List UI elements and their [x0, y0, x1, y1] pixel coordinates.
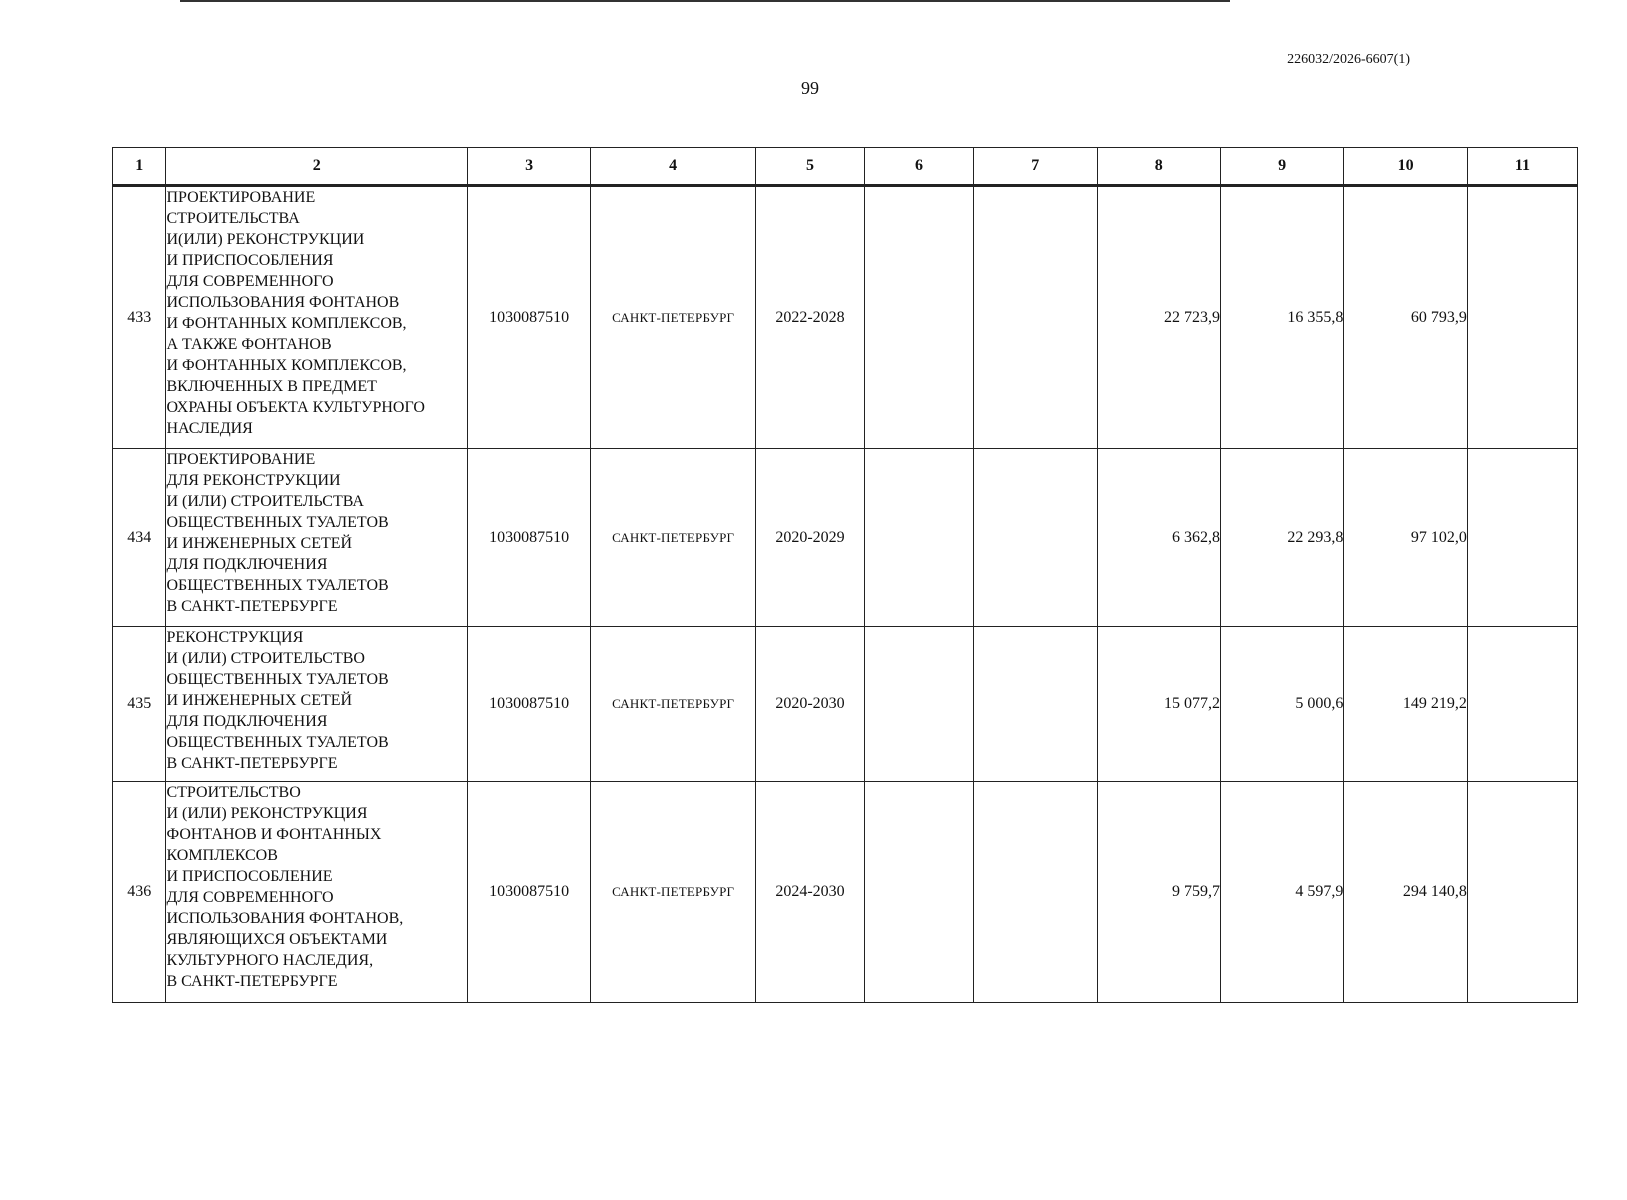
- column-11-cell: [1467, 186, 1577, 449]
- column-8-value: 22 723,9: [1097, 186, 1220, 449]
- period-cell: 2024-2030: [755, 782, 864, 1003]
- column-header-1: 1: [113, 148, 166, 186]
- column-6-cell: [865, 627, 974, 782]
- table-row: [113, 782, 1578, 1003]
- project-name: ПРОЕКТИРОВАНИЕ ДЛЯ РЕКОНСТРУКЦИИ И (ИЛИ) СТРОИТЕЛЬСТВА ОБЩЕСТВЕННЫХ ТУАЛЕТОВ И ИНЖЕНЕРНЫХ СЕТЕЙ ДЛЯ ПОДКЛЮЧЕНИЯ ОБЩЕСТВЕННЫХ ТУАЛЕТОВ В САНКТ-ПЕТЕРБУРГЕ: [166, 449, 467, 627]
- row-number: 435: [113, 627, 166, 782]
- column-7-cell: [974, 449, 1097, 627]
- column-7-cell: [974, 186, 1097, 449]
- column-10-value: 97 102,0: [1344, 449, 1467, 627]
- column-header-3: 3: [467, 148, 590, 186]
- code-cell: 1030087510: [467, 782, 590, 1003]
- row-number: 436: [113, 782, 166, 1003]
- column-9-value: 16 355,8: [1220, 186, 1343, 449]
- code-cell: 1030087510: [467, 449, 590, 627]
- page-number: 99: [801, 78, 819, 98]
- column-8-value: 6 362,8: [1097, 449, 1220, 627]
- column-header-6: 6: [865, 148, 974, 186]
- column-header-5: 5: [755, 148, 864, 186]
- registry-table: [112, 147, 1578, 1003]
- column-9-value: 22 293,8: [1220, 449, 1343, 627]
- column-11-cell: [1467, 782, 1577, 1003]
- column-header-10: 10: [1344, 148, 1467, 186]
- location-cell: САНКТ-ПЕТЕРБУРГ: [591, 782, 756, 1003]
- column-6-cell: [865, 449, 974, 627]
- column-7-cell: [974, 782, 1097, 1003]
- column-7-cell: [974, 627, 1097, 782]
- table-row: [113, 449, 1578, 627]
- table-header-row: [113, 148, 1578, 186]
- location-cell: САНКТ-ПЕТЕРБУРГ: [591, 627, 756, 782]
- code-cell: 1030087510: [467, 627, 590, 782]
- column-header-11: 11: [1467, 148, 1577, 186]
- column-6-cell: [865, 186, 974, 449]
- project-name: РЕКОНСТРУКЦИЯ И (ИЛИ) СТРОИТЕЛЬСТВО ОБЩЕСТВЕННЫХ ТУАЛЕТОВ И ИНЖЕНЕРНЫХ СЕТЕЙ ДЛЯ ПОДКЛЮЧЕНИЯ ОБЩЕСТВЕННЫХ ТУАЛЕТОВ В САНКТ-ПЕТЕРБУРГЕ: [166, 627, 467, 782]
- column-8-value: 15 077,2: [1097, 627, 1220, 782]
- column-8-value: 9 759,7: [1097, 782, 1220, 1003]
- column-header-4: 4: [591, 148, 756, 186]
- column-header-9: 9: [1220, 148, 1343, 186]
- project-name: СТРОИТЕЛЬСТВО И (ИЛИ) РЕКОНСТРУКЦИЯ ФОНТАНОВ И ФОНТАННЫХ КОМПЛЕКСОВ И ПРИСПОСОБЛЕНИЕ ДЛЯ СОВРЕМЕННОГО ИСПОЛЬЗОВАНИЯ ФОНТАНОВ, ЯВЛЯЮЩИХСЯ ОБЪЕКТАМИ КУЛЬТУРНОГО НАСЛЕДИЯ, В САНКТ-ПЕТЕРБУРГЕ: [166, 782, 467, 1003]
- column-10-value: 149 219,2: [1344, 627, 1467, 782]
- code-cell: 1030087510: [467, 186, 590, 449]
- document-number: 226032/2026-6607(1): [1287, 52, 1410, 67]
- column-6-cell: [865, 782, 974, 1003]
- column-9-value: 5 000,6: [1220, 627, 1343, 782]
- row-number: 434: [113, 449, 166, 627]
- period-cell: 2022-2028: [755, 186, 864, 449]
- location-cell: САНКТ-ПЕТЕРБУРГ: [591, 186, 756, 449]
- period-cell: 2020-2030: [755, 627, 864, 782]
- project-name: ПРОЕКТИРОВАНИЕ СТРОИТЕЛЬСТВА И(ИЛИ) РЕКОНСТРУКЦИИ И ПРИСПОСОБЛЕНИЯ ДЛЯ СОВРЕМЕННОГО ИСПОЛЬЗОВАНИЯ ФОНТАНОВ И ФОНТАННЫХ КОМПЛЕКСОВ, А ТАКЖЕ ФОНТАНОВ И ФОНТАННЫХ КОМПЛЕКСОВ, ВКЛЮЧЕННЫХ В ПРЕДМЕТ ОХРАНЫ ОБЪЕКТА КУЛЬТУРНОГО НАСЛЕДИЯ: [166, 186, 467, 449]
- column-11-cell: [1467, 627, 1577, 782]
- column-10-value: 294 140,8: [1344, 782, 1467, 1003]
- column-9-value: 4 597,9: [1220, 782, 1343, 1003]
- location-cell: САНКТ-ПЕТЕРБУРГ: [591, 449, 756, 627]
- row-number: 433: [113, 186, 166, 449]
- column-11-cell: [1467, 449, 1577, 627]
- period-cell: 2020-2029: [755, 449, 864, 627]
- table-row: [113, 186, 1578, 449]
- table-row: [113, 627, 1578, 782]
- column-header-7: 7: [974, 148, 1097, 186]
- column-header-8: 8: [1097, 148, 1220, 186]
- column-header-2: 2: [166, 148, 467, 186]
- column-10-value: 60 793,9: [1344, 186, 1467, 449]
- top-scan-rule: [180, 0, 1230, 2]
